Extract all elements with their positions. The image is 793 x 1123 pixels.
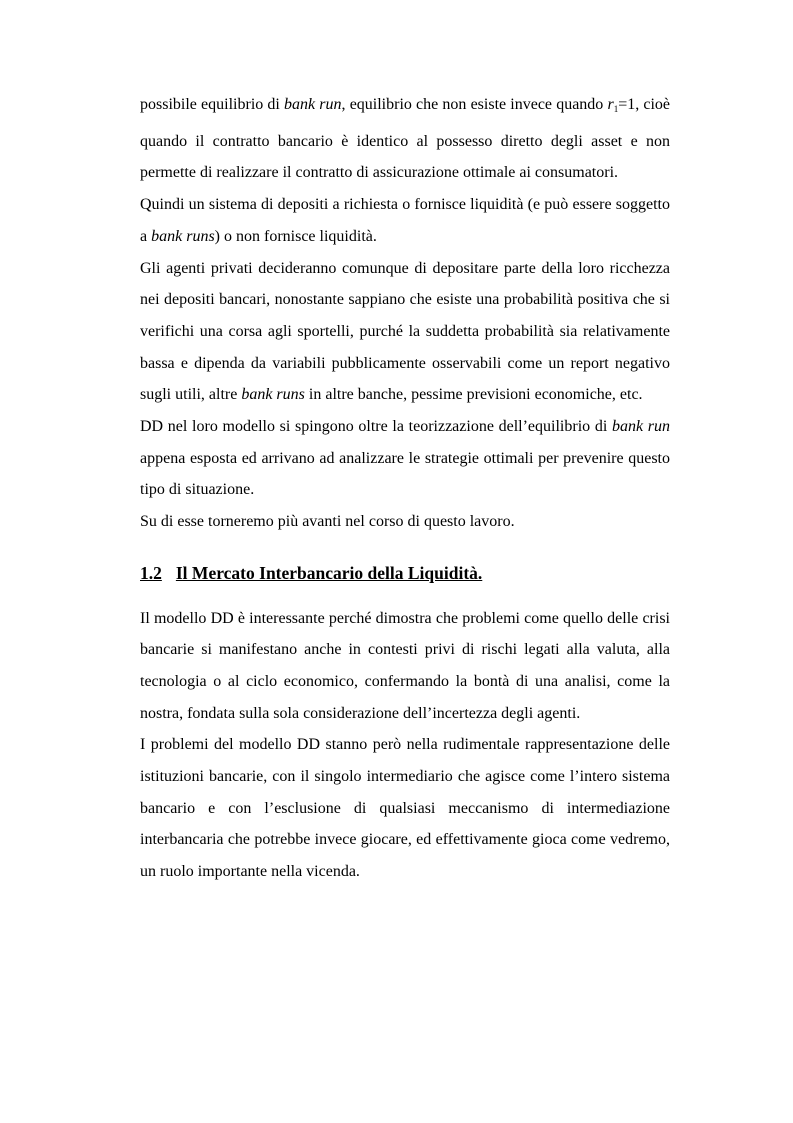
italic-term: bank run	[611, 418, 671, 436]
paragraph-text: in altre banche, pessime previsioni economiche, etc.	[304, 386, 643, 404]
italic-term: bank runs	[241, 386, 305, 404]
paragraph-demand-deposits	[140, 189, 670, 252]
paragraph-text: Gli agenti privati decideranno comunque di depositare parte della loro ricchezza nei depositi bancari, nonostante sappiano che esiste una probabilità positiva che si verifichi una corsa agli sportelli, purché la suddetta probabilità sia relativamente bassa e dipenda da variabili pubblicamente osservabili come un report negativo sugli utili, altre	[140, 259, 670, 404]
body-text	[140, 89, 670, 888]
section-number: 1.2	[140, 562, 162, 583]
paragraph-text: =1, cioè quando il contratto bancario è identico al possesso diretto degli asset e non permette di realizzare il contratto di assicurazione ottimale ai consumatori.	[140, 96, 671, 182]
math-r1	[607, 96, 618, 113]
paragraph-text: , equilibrio che non esiste invece quando	[341, 96, 608, 113]
paragraph-text: possibile equilibrio di	[140, 96, 285, 113]
section-heading	[140, 558, 670, 590]
italic-term: bank runs	[151, 227, 215, 245]
paragraph-dd-problems: I problemi del modello DD stanno però nella rudimentale rappresentazione delle istituzioni bancarie, con il singolo intermediario che agisce come l’intero sistema bancario e con l’esclusione di qualsiasi meccanismo di intermediazione interbancaria che potrebbe invece giocare, ed effettivamente gioca come vedremo, un ruolo importante nella vicenda.	[140, 736, 670, 881]
paragraph-bank-run-equilibrium	[140, 89, 670, 189]
paragraph-return-later: Su di esse torneremo più avanti nel corso di questo lavoro.	[140, 513, 515, 531]
math-variable: r	[607, 96, 614, 113]
paragraph-text: ) o non fornisce liquidità.	[214, 227, 377, 245]
section-title: Il Mercato Interbancario della Liquidità.	[175, 562, 483, 583]
paragraph-dd-interesting: Il modello DD è interessante perché dimostra che problemi come quello delle crisi bancarie si manifestano anche in contesti privi di rischi legati alla valuta, alla tecnologia o al ciclo economico, confermando la bontà di una analisi, come la nostra, fondata sulla sola considerazione dell’incertezza degli agenti.	[140, 609, 670, 722]
paragraph-text: Quindi un sistema di depositi a richiesta o fornisce liquidità (e può essere soggetto a	[140, 196, 670, 245]
paragraph-text: DD nel loro modello si spingono oltre la teorizzazione dell’equilibrio di	[140, 418, 612, 436]
paragraph-dd-model	[140, 411, 670, 506]
math-subscript: 1	[613, 104, 619, 114]
italic-term: bank run	[284, 96, 342, 113]
paragraph-private-agents	[140, 253, 670, 412]
paragraph-text: appena esposta ed arrivano ad analizzare le strategie ottimali per prevenire questo tipo di situazione.	[140, 449, 670, 499]
